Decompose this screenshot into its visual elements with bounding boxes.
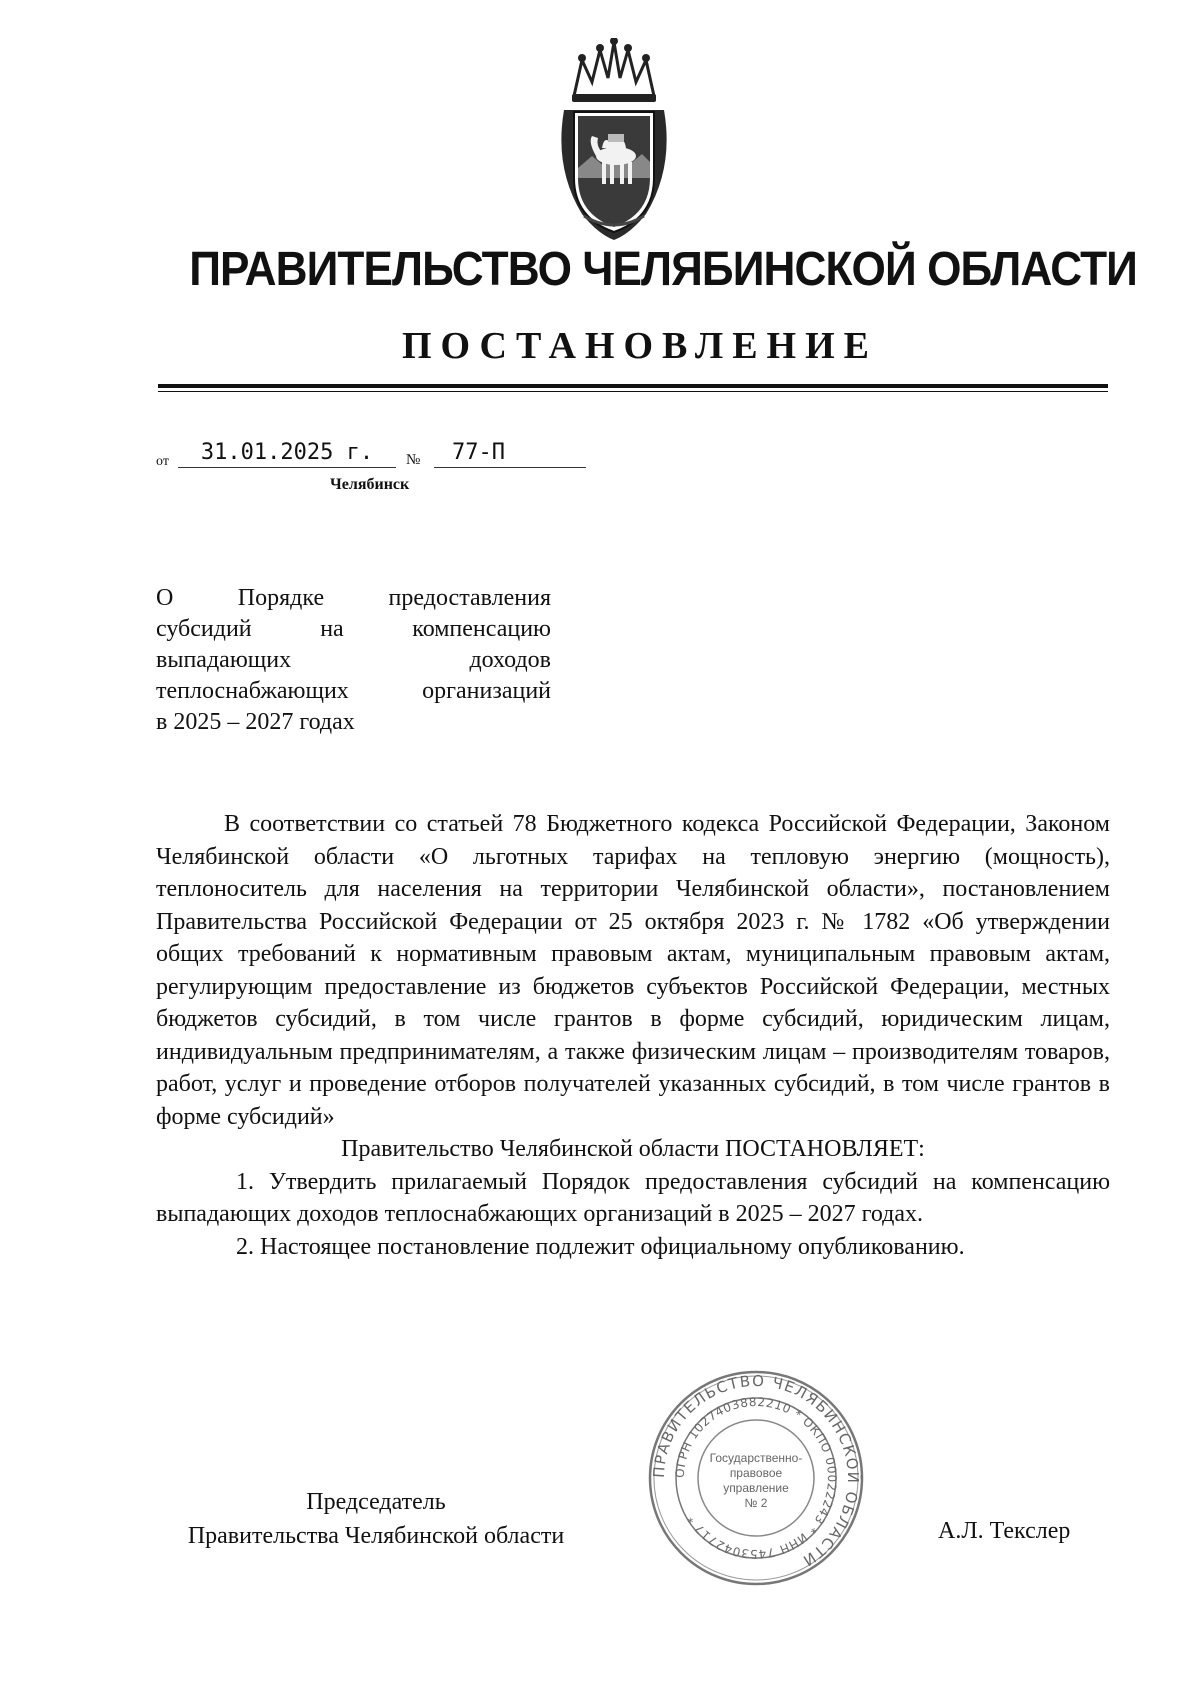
official-stamp (646, 1368, 866, 1588)
resolves-line: Правительство Челябинской области ПОСТАНОВЛЯЕТ: (341, 1136, 925, 1162)
item-2-paragraph: 2. Настоящее постановление подлежит официальному опубликованию. (236, 1233, 965, 1260)
document-body (156, 808, 1110, 1263)
subject-line: в 2025 – 2027 годах (156, 709, 355, 735)
document-subject (156, 583, 551, 738)
subject-line: теплоснабжающих организаций (156, 678, 551, 704)
government-title: ПРАВИТЕЛЬСТВО ЧЕЛЯБИНСКОЙ ОБЛАСТИ (189, 243, 1137, 296)
from-label: от (156, 454, 169, 469)
subject-line: О Порядке предоставления (156, 585, 551, 611)
subject-line: субсидий на компенсацию (156, 616, 551, 642)
stamp-center-line-1: Государственно- (709, 1451, 803, 1465)
document-type: ПОСТАНОВЛЕНИЕ (401, 325, 879, 367)
item-1-paragraph: 1. Утвердить прилагаемый Порядок предоставления субсидий на компенсацию выпадающих доходов теплоснабжающих организаций в 2025 – 2027 годах. (156, 1168, 1110, 1227)
stamp-ring-text: ОГРН 1027403882210 * ОКПО 00022243 * ИНН 7453042717 * (672, 1394, 840, 1562)
header-rule-thick (158, 384, 1108, 388)
position-line-1: Председатель (306, 1489, 446, 1515)
stamp-center-line-4: № 2 (744, 1496, 768, 1510)
signatory-name: А.Л. Текслер (938, 1518, 1071, 1544)
subject-line: выпадающих доходов (156, 647, 551, 673)
position-line-2: Правительства Челябинской области (187, 1523, 565, 1549)
document-number: 77-П (434, 440, 586, 468)
stamp-center-line-3: управление (723, 1481, 789, 1495)
coat-of-arms-icon (552, 38, 676, 246)
stamp-outer-text: ПРАВИТЕЛЬСТВО ЧЕЛЯБИНСКОЙ ОБЛАСТИ (649, 1371, 863, 1571)
stamp-center-line-2: правовое (729, 1466, 783, 1480)
number-label: № (406, 452, 421, 468)
document-date: 31.01.2025 г. (178, 440, 396, 468)
header-rule-thin (158, 391, 1108, 392)
signatory-position (156, 1485, 596, 1553)
preamble-paragraph: В соответствии со статьей 78 Бюджетного кодекса Российской Федерации, Законом Челябинской области «О льготных тарифах на тепловую энергию (мощность), теплоноситель для населения на территории Челябинской области», постановлением Правительства Российской Федерации от 25 октября 2023 г. № 1782 «Об утверждении общих требований к нормативным правовым актам, муниципальным правовым актам, регулирующим предоставление из бюджетов субъектов Российской Федерации, местных бюджетов субсидий, в том числе грантов в форме субсидий, юридическим лицам, индивидуальным предпринимателям, а также физическим лицам – производителям товаров, работ, услуг и проведение отборов получателей указанных субсидий, в том числе грантов в форме субсидий» (156, 811, 1110, 1130)
city-name: Челябинск (330, 476, 410, 493)
